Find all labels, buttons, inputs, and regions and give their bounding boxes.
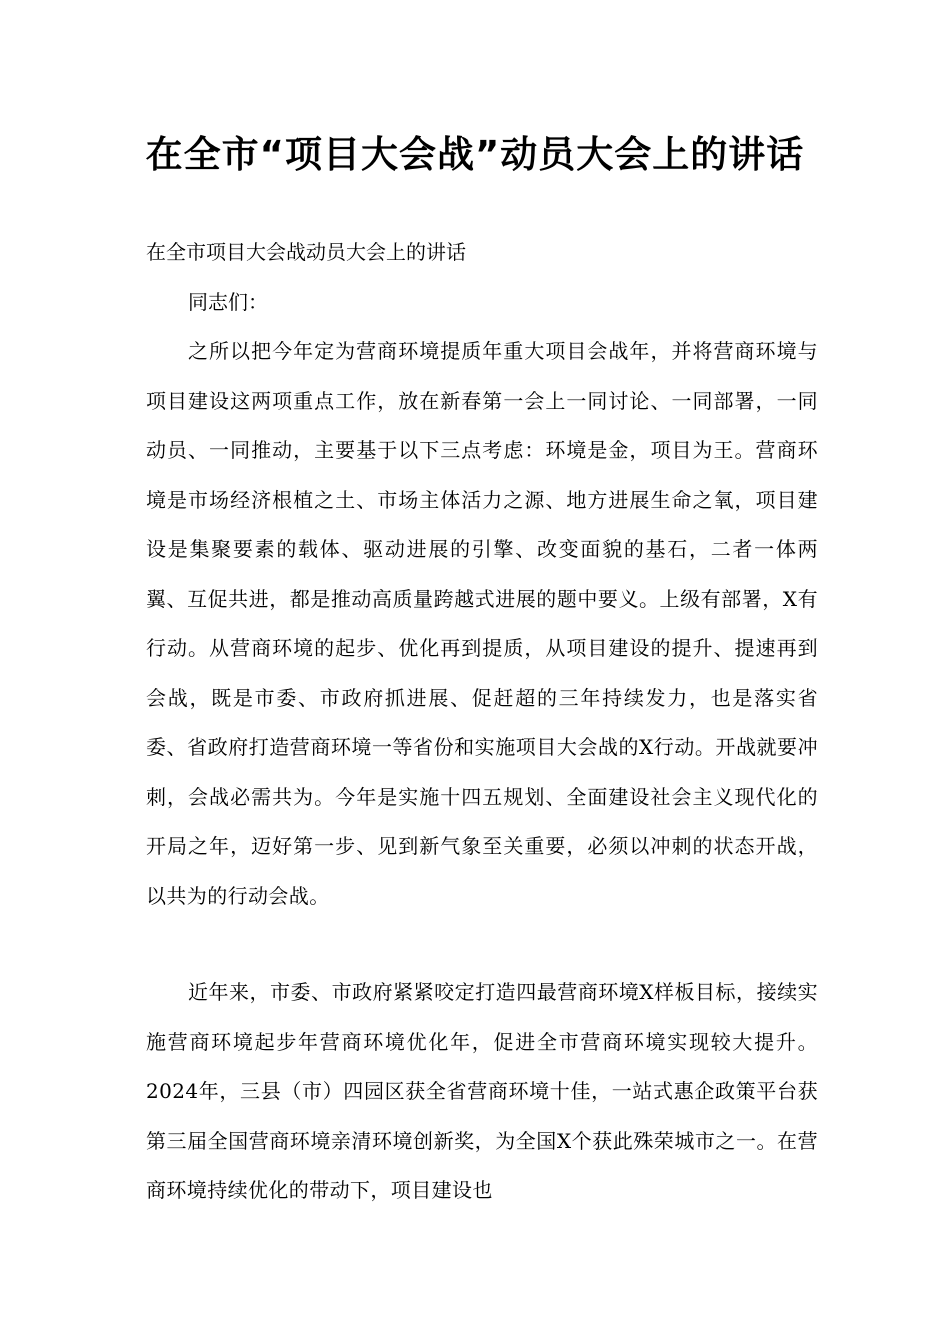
document-subtitle: 在全市项目大会战动员大会上的讲话 (146, 240, 466, 264)
body-paragraph: 之所以把今年定为营商环境提质年重大项目会战年，并将营商环境与项目建设这两项重点工作，放在新春第一会上一同讨论、一同部署，一同动员、一同推动，主要基于以下三点考虑：环境是金，项目为王。营商环境是市场经济根植之土、市场主体活力之源、地方进展生命之氧，项目建设是集聚要素的载体、驱动进展的引擎、改变面貌的基石，二者一体两翼、互促共进，都是推动高质量跨越式进展的题中要义。上级有部署，X有行动。从营商环境的起步、优化再到提质，从项目建设的提升、提速再到会战，既是市委、市政府抓进展、促赶超的三年持续发力，也是落实省委、省政府打造营商环境一等省份和实施项目大会战的X行动。开战就要冲刺，会战必需共为。今年是实施十四五规划、全面建设社会主义现代化的开局之年，迈好第一步、见到新气象至关重要，必须以冲刺的状态开战，以共为的行动会战。 (146, 339, 818, 908)
salutation: 同志们： (188, 290, 268, 314)
document-title: 在全市“项目大会战”动员大会上的讲话 (145, 133, 805, 176)
body-paragraph: 近年来，市委、市政府紧紧咬定打造四最营商环境X样板目标，接续实施营商环境起步年营商环境优化年，促进全市营商环境实现较大提升。2024年，三县（市）四园区获全省营商环境十佳，一站式惠企政策平台获第三届全国营商环境亲清环境创新奖，为全国X个获此殊荣城市之一。在营商环境持续优化的带动下，项目建设也 (146, 980, 818, 1202)
